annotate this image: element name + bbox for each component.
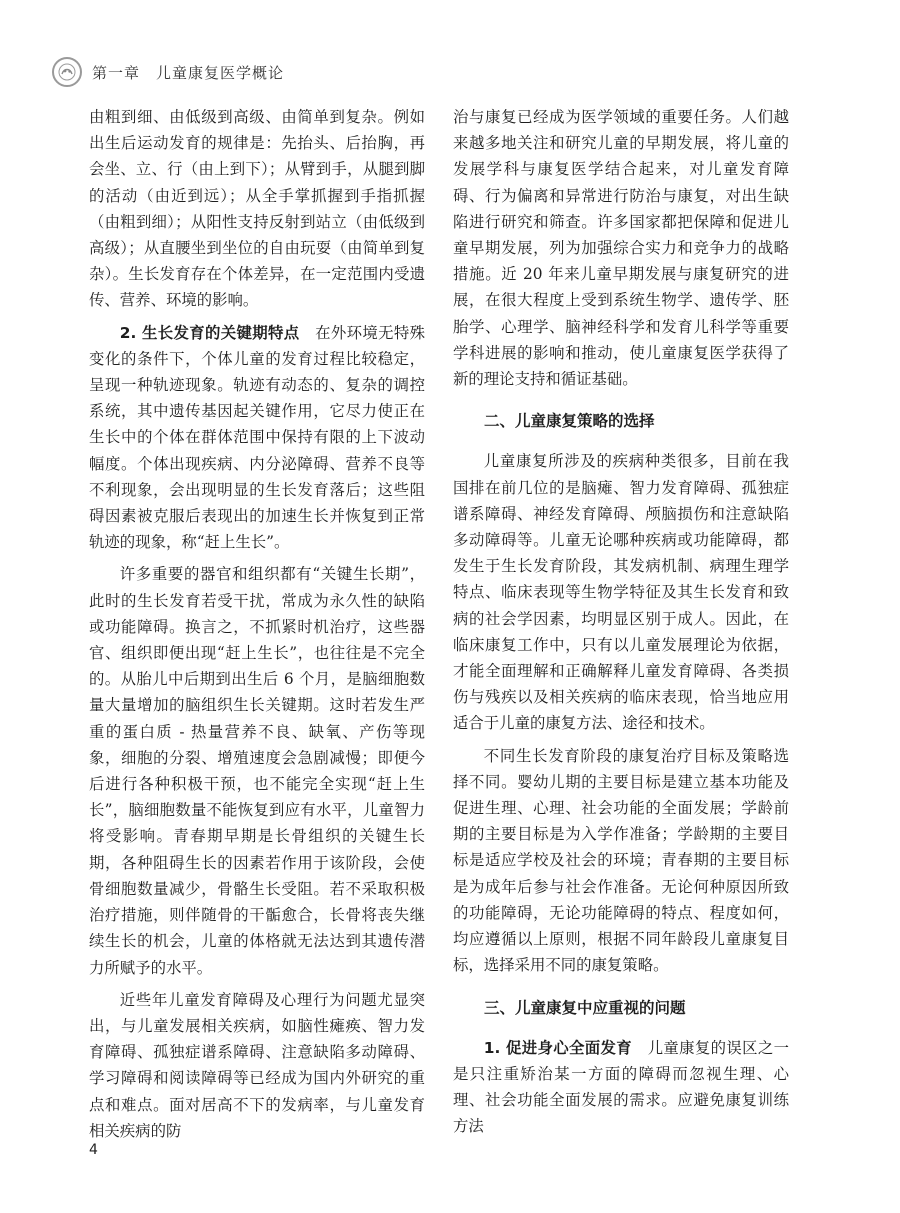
paragraph: 许多重要的器官和组织都有“关键生长期”，此时的生长发育若受干扰，常成为永久性的缺陷或功能障碍。换言之，不抓紧时机治疗，这些器官、组织即便出现“赶上生长”，也往往是不完全的。从胎儿中后期到出生后 6 个月，是脑细胞数量大量增加的脑组织生长关键期。这时若发生严重的蛋白质 - 热量营养不良、缺氧、产伤等现象，细胞的分裂、增殖速度会急剧减慢；即便今后进行各种积极干预，也不能完全实现“赶上生长”，脑细胞数量不能恢复到应有水平，儿童智力将受影响。青春期早期是长骨组织的关键生长期，各种阻碍生长的因素若作用于该阶段，会使骨细胞数量减少，骨骼生长受阻。若不采取积极治疗措施，则伴随骨的干骺愈合，长骨将丧失继续生长的机会，儿童的体格就无法达到其遗传潜力所赋予的水平。 [89,565,425,977]
paragraph: 由粗到细、由低级到高级、由简单到复杂。例如出生后运动发育的规律是：先抬头、后抬胸，再会坐、立、行（由上到下）；从臂到手，从腿到脚的活动（由近到远）；从全手掌抓握到手指抓握（由粗到细）；从阳性支持反射到站立（由低级到高级）；从直腰坐到坐位的自由玩耍（由简单到复杂）。生长发育存在个体差异，在一定范围内受遗传、营养、环境的影响。 [89,108,425,310]
paragraph: 治与康复已经成为医学领域的重要任务。人们越来越多地关注和研究儿童的早期发展，将儿童的发展学科与康复医学结合起来，对儿童发育障碍、行为偏离和异常进行防治与康复，对出生缺陷进行研究和筛查。许多国家都把保障和促进儿童早期发展，列为加强综合实力和竞争力的战略措施。近 20 年来儿童早期发展与康复研究的进展，在很大程度上受到系统生物学、遗传学、胚胎学、心理学、脑神经科学和发育儿科学等重要学科进展的影响和推动，使儿童康复医学获得了新的理论支持和循证基础。 [453,108,789,389]
paragraph: 不同生长发育阶段的康复治疗目标及策略选择不同。婴幼儿期的主要目标是建立基本功能及促进生理、心理、社会功能的全面发展；学龄前期的主要目标是为入学作准备；学龄期的主要目标是适应学校及社会的环境；青春期的主要目标是为成年后参与社会作准备。无论何种原因所致的功能障碍，无论功能障碍的特点、程度如何，均应遵循以上原则，根据不同年龄段儿童康复目标，选择采用不同的康复策略。 [453,746,789,975]
subsection-title: 2. 生长发育的关键期特点 [119,323,300,342]
paragraph [89,320,425,556]
section-heading: 三、儿童康复中应重视的问题 [484,998,686,1017]
right-column [453,104,789,1140]
paragraph: 儿童康复所涉及的疾病种类很多，目前在我国排在前几位的是脑瘫、智力发育障碍、孤独症谱系障碍、神经发育障碍、颅脑损伤和注意缺陷多动障碍等。儿童无论哪种疾病或功能障碍，都发生于生长发育阶段，其发病机制、病理生理学特点、临床表现等生物学特征及其生长发育和致病的社会学因素，均明显区别于成人。因此，在临床康复工作中，只有以儿童发展理论为依据，才能全面理解和正确解释儿童发育障碍、各类损伤与残疾以及相关疾病的临床表现，恰当地应用适合于儿童的康复方法、途径和技术。 [453,452,789,733]
subsection-title: 1. 促进身心全面发育 [483,1038,632,1057]
running-header [52,52,284,92]
book-emblem-icon [52,57,82,87]
left-column [89,104,425,1144]
paragraph: 近些年儿童发育障碍及心理行为问题尤显突出，与儿童发展相关疾病，如脑性瘫痪、智力发育障碍、孤独症谱系障碍、注意缺陷多动障碍、学习障碍和阅读障碍等已经成为国内外研究的重点和难点。面对居高不下的发病率，与儿童发育相关疾病的防 [89,990,425,1140]
paragraph-text: 儿童康复的误区之一是只注重矫治某一方面的障碍而忽视生理、心理、社会功能全面发展的需求。应避免康复训练方法 [453,1038,789,1136]
section-heading: 二、儿童康复策略的选择 [484,412,655,431]
chapter-title: 第一章 儿童康复医学概论 [92,63,285,82]
paragraph [453,1035,789,1140]
paragraph-text: 在外环境无特殊变化的条件下，个体儿童的发育过程比较稳定，呈现一种轨迹现象。轨迹有动态的、复杂的调控系统，其中遗传基因起关键作用，它尽力使正在生长中的个体在群体范围中保持有限的上下波动幅度。个体出现疾病、内分泌障碍、营养不良等不利现象，会出现明显的生长发育落后；这些阻碍因素被克服后表现出的加速生长并恢复到正常轨迹的现象，称“赶上生长”。 [89,323,425,552]
page-number: 4 [89,1142,98,1158]
